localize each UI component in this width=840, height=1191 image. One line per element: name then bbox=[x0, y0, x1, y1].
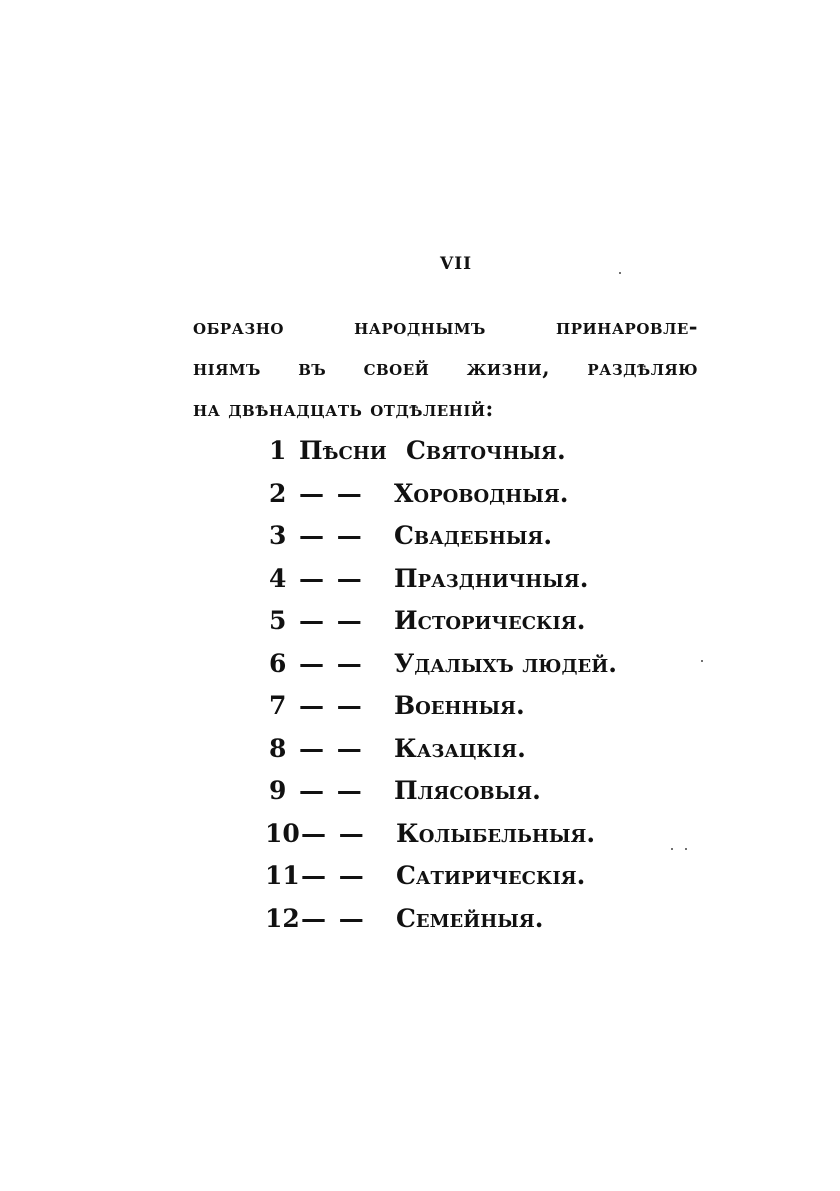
intro-word: ніямъ bbox=[193, 355, 261, 380]
section-label: Пѣсни bbox=[299, 436, 387, 465]
section-list-item bbox=[265, 815, 665, 858]
ditto-dashes: — — bbox=[299, 563, 364, 593]
section-name: Семейныя. bbox=[396, 903, 544, 933]
ditto-dashes: — — bbox=[299, 733, 364, 763]
section-name: Казацкія. bbox=[394, 733, 526, 763]
intro-word: народнымъ bbox=[354, 314, 486, 339]
print-speck bbox=[685, 848, 687, 850]
section-number: 4 bbox=[269, 563, 287, 593]
section-list-item bbox=[265, 602, 665, 645]
ditto-dashes: — — bbox=[299, 776, 364, 805]
section-list-item bbox=[265, 687, 665, 730]
section-number: 10 bbox=[265, 818, 300, 848]
intro-word: принаровле- bbox=[556, 314, 698, 339]
section-list-item bbox=[265, 560, 665, 603]
intro-word: раздѣляю bbox=[587, 355, 698, 380]
ditto-dashes: — — bbox=[299, 521, 364, 550]
section-name: Удалыхъ людей. bbox=[394, 648, 617, 678]
section-number: 1 bbox=[269, 436, 287, 465]
section-list-item bbox=[265, 900, 665, 943]
section-number: 6 bbox=[269, 648, 287, 678]
ditto-dashes: — — bbox=[299, 648, 364, 678]
section-list-item bbox=[265, 432, 665, 475]
ditto-dashes: — — bbox=[299, 606, 364, 635]
section-name: Военныя. bbox=[394, 691, 525, 720]
section-number: 12 bbox=[265, 903, 300, 933]
section-name: Свадебныя. bbox=[394, 521, 553, 550]
section-list-item bbox=[265, 857, 665, 900]
intro-word: въ bbox=[298, 355, 327, 380]
section-number: 9 bbox=[269, 776, 287, 805]
section-list-item bbox=[265, 772, 665, 815]
section-name: Праздничныя. bbox=[394, 563, 589, 593]
page-number: VII bbox=[440, 254, 473, 274]
intro-line-3 bbox=[193, 393, 713, 434]
intro-word: образно bbox=[193, 314, 284, 339]
section-number: 2 bbox=[269, 478, 287, 508]
ditto-dashes: — — bbox=[299, 691, 364, 720]
section-number: 8 bbox=[269, 733, 287, 763]
section-name: Святочныя. bbox=[406, 436, 566, 465]
section-list bbox=[265, 432, 665, 942]
section-name: Хороводныя. bbox=[394, 478, 569, 508]
print-speck bbox=[671, 848, 673, 850]
section-name: Историческія. bbox=[394, 606, 586, 635]
section-number: 5 bbox=[269, 606, 287, 635]
section-number: 11 bbox=[265, 861, 300, 890]
intro-word: жизни, bbox=[466, 355, 551, 380]
print-speck bbox=[619, 272, 621, 274]
section-list-item bbox=[265, 730, 665, 773]
section-number: 7 bbox=[269, 691, 287, 720]
section-name: Колыбельныя. bbox=[396, 818, 596, 848]
section-name: Плясовыя. bbox=[394, 776, 541, 805]
section-list-item bbox=[265, 475, 665, 518]
section-number: 3 bbox=[269, 521, 287, 550]
intro-word: на двѣнадцать отдѣленій: bbox=[193, 396, 494, 421]
section-list-item bbox=[265, 517, 665, 560]
intro-line-2 bbox=[193, 352, 698, 393]
section-name: Сатирическія. bbox=[396, 861, 586, 890]
intro-paragraph bbox=[193, 311, 713, 434]
ditto-dashes: — — bbox=[301, 861, 366, 890]
section-list-item bbox=[265, 645, 665, 688]
ditto-dashes: — — bbox=[301, 818, 366, 848]
ditto-dashes: — — bbox=[299, 478, 364, 508]
print-speck bbox=[701, 660, 703, 662]
ditto-dashes: — — bbox=[301, 903, 366, 933]
intro-line-1 bbox=[193, 311, 698, 352]
intro-word: своей bbox=[363, 355, 430, 380]
